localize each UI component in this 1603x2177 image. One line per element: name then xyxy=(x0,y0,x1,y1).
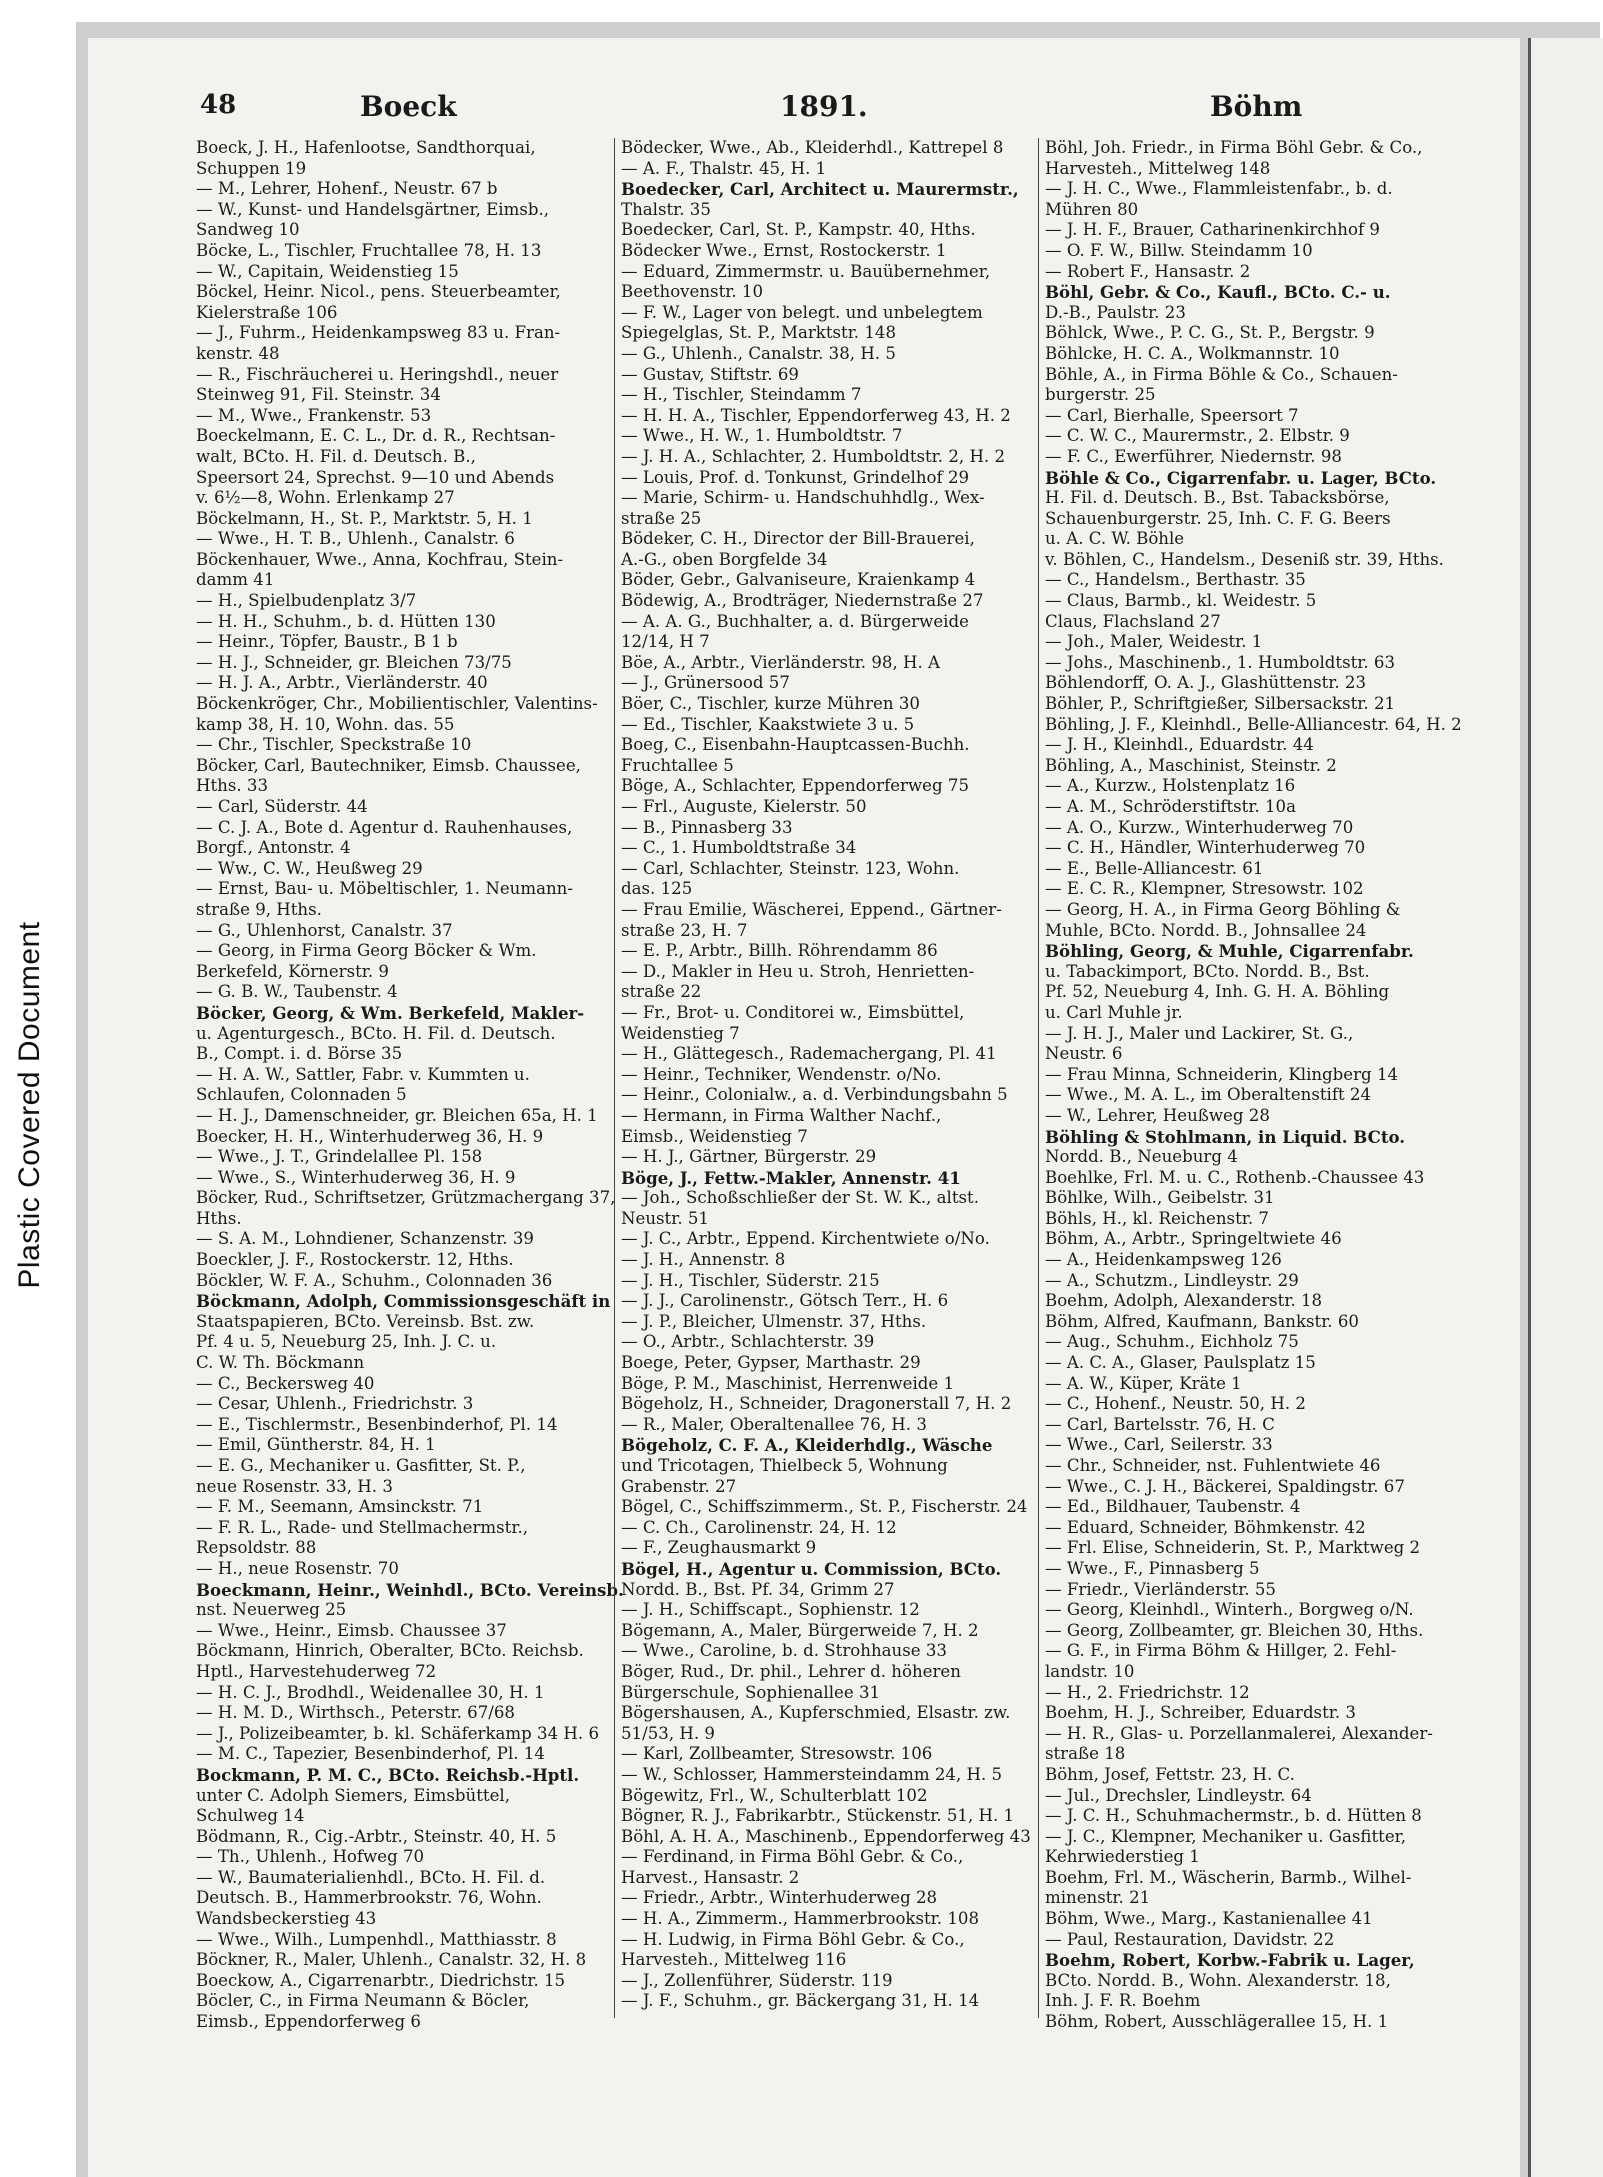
directory-entry: — Robert F., Hansastr. 2 xyxy=(1045,261,1251,281)
directory-entry: Pf. 4 u. 5, Neueburg 25, Inh. J. C. u. xyxy=(196,1332,497,1352)
directory-entry: Boege, Peter, Gypser, Marthastr. 29 xyxy=(621,1353,921,1373)
directory-entry: — Wwe., S., Winterhuderweg 36, H. 9 xyxy=(196,1167,516,1187)
directory-entry: straße 23, H. 7 xyxy=(621,920,748,940)
directory-entry: Böhle & Co., Cigarrenfabr. u. Lager, BCto. xyxy=(1045,467,1437,488)
directory-entry: Bödewig, A., Brodträger, Niedernstraße 27 xyxy=(621,591,984,611)
directory-entry: Deutsch. B., Hammerbrookstr. 76, Wohn. xyxy=(196,1888,542,1908)
directory-entry: straße 9, Hths. xyxy=(196,899,322,919)
directory-entry: — J. F., Schuhm., gr. Bäckergang 31, H. 14 xyxy=(621,1991,980,2011)
directory-entry: — H. J., Gärtner, Bürgerstr. 29 xyxy=(621,1147,877,1167)
directory-entry: Wandsbeckerstieg 43 xyxy=(196,1909,377,1929)
directory-entry: Boedecker, Carl, St. P., Kampstr. 40, Hths. xyxy=(621,220,976,240)
directory-column-2 xyxy=(614,138,1031,2018)
directory-entry: — Chr., Schneider, nst. Fuhlentwiete 46 xyxy=(1045,1456,1381,1475)
directory-entry: Böhling, Georg, & Muhle, Cigarrenfabr. xyxy=(1045,941,1414,962)
directory-entry: Bögemann, A., Maler, Bürgerweide 7, H. 2 xyxy=(621,1620,979,1640)
page-header xyxy=(200,90,1490,130)
directory-entry: — Ed., Bildhauer, Taubenstr. 4 xyxy=(1045,1497,1301,1517)
directory-entry: v. Böhlen, C., Handelsm., Deseniß str. 39, Hths. xyxy=(1045,549,1444,569)
directory-entry: Böckel, Heinr. Nicol., pens. Steuerbeamter, xyxy=(196,282,561,302)
directory-entry: — Wwe., H. T. B., Uhlenh., Canalstr. 6 xyxy=(196,529,515,549)
directory-entry: — A. A. G., Buchhalter, a. d. Bürgerweide xyxy=(621,611,969,631)
directory-entry: Fruchtallee 5 xyxy=(621,755,734,775)
directory-entry: Schlaufen, Colonnaden 5 xyxy=(196,1085,407,1105)
directory-entry: — F., Zeughausmarkt 9 xyxy=(621,1538,817,1558)
directory-entry: — Heinr., Techniker, Wendenstr. o/No. xyxy=(621,1064,942,1084)
directory-entry: BCto. Nordd. B., Wohn. Alexanderstr. 18, xyxy=(1045,1970,1391,1990)
directory-entry: — Wwe., Carl, Seilerstr. 33 xyxy=(1045,1435,1273,1455)
directory-entry: Böhm, Alfred, Kaufmann, Bankstr. 60 xyxy=(1045,1311,1359,1331)
directory-entry: — H. A. W., Sattler, Fabr. v. Kummten u. xyxy=(196,1064,530,1084)
directory-entry: — Wwe., F., Pinnasberg 5 xyxy=(1045,1558,1260,1578)
directory-entry: — Emil, Güntherstr. 84, H. 1 xyxy=(196,1435,436,1455)
directory-entry: Böhm, Robert, Ausschlägerallee 15, H. 1 xyxy=(1045,2012,1389,2032)
directory-entry: — J. H. C., Wwe., Flammleistenfabr., b. d. xyxy=(1045,179,1393,199)
directory-entry: Neustr. 51 xyxy=(621,1208,709,1228)
directory-entry: neue Rosenstr. 33, H. 3 xyxy=(196,1476,393,1496)
directory-entry: — J. J., Carolinenstr., Götsch Terr., H. 6 xyxy=(621,1291,949,1311)
directory-entry: — C. H., Händler, Winterhuderweg 70 xyxy=(1045,838,1366,858)
directory-entry: und Tricotagen, Thielbeck 5, Wohnung xyxy=(621,1456,948,1475)
directory-entry: — G., Uhlenhorst, Canalstr. 37 xyxy=(196,920,453,940)
directory-entry: Bürgerschule, Sophienallee 31 xyxy=(621,1682,881,1702)
directory-entry: Spiegelglas, St. P., Marktstr. 148 xyxy=(621,323,897,343)
directory-entry: — J. P., Bleicher, Ulmenstr. 37, Hths. xyxy=(621,1311,927,1331)
directory-entry: Böhling & Stohlmann, in Liquid. BCto. xyxy=(1045,1126,1406,1147)
directory-entry: — A. C. A., Glaser, Paulsplatz 15 xyxy=(1045,1353,1316,1373)
directory-entry: v. 6½—8, Wohn. Erlenkamp 27 xyxy=(196,488,455,508)
directory-entry: Boedecker, Carl, Architect u. Maurermstr., xyxy=(621,179,1019,200)
directory-entry: — J. H., Schiffscapt., Sophienstr. 12 xyxy=(621,1600,920,1620)
directory-entry: Eimsb., Weidenstieg 7 xyxy=(621,1126,808,1146)
directory-entry: — H. R., Glas- u. Porzellanmalerei, Alexander- xyxy=(1045,1723,1433,1743)
directory-entry: H. Fil. d. Deutsch. B., Bst. Tabacksbörse, xyxy=(1045,488,1390,508)
directory-entry: Böhlendorff, O. A. J., Glashüttenstr. 23 xyxy=(1045,673,1367,693)
directory-entry: — H. H., Schuhm., b. d. Hütten 130 xyxy=(196,611,496,631)
directory-entry: Böhlck, Wwe., P. C. G., St. P., Bergstr. 9 xyxy=(1045,323,1375,343)
directory-entry: Bögel, C., Schiffszimmerm., St. P., Fischerstr. 24 xyxy=(621,1497,1028,1517)
directory-entry: Böckner, R., Maler, Uhlenh., Canalstr. 32, H. 8 xyxy=(196,1950,587,1970)
directory-entry: — H., 2. Friedrichstr. 12 xyxy=(1045,1682,1250,1702)
sidebar xyxy=(0,0,60,2177)
directory-entry: — O. F. W., Billw. Steindamm 10 xyxy=(1045,240,1313,260)
directory-entry: B., Compt. i. d. Börse 35 xyxy=(196,1044,403,1064)
directory-entry: — Carl, Bierhalle, Speersort 7 xyxy=(1045,405,1299,425)
directory-entry: Böckenkröger, Chr., Mobilientischler, Valentins- xyxy=(196,694,598,714)
directory-entry: — C. J. A., Bote d. Agentur d. Rauhenhauses, xyxy=(196,817,573,837)
directory-entry: u. Carl Muhle jr. xyxy=(1045,1002,1183,1022)
directory-entry: Harvesteh., Mittelweg 116 xyxy=(621,1950,847,1970)
directory-entry: Boehm, H. J., Schreiber, Eduardstr. 3 xyxy=(1045,1703,1356,1723)
directory-entry: Böcker, Georg, & Wm. Berkefeld, Makler- xyxy=(196,1002,585,1023)
directory-entry: — H. Ludwig, in Firma Böhl Gebr. & Co., xyxy=(621,1929,965,1949)
directory-column-1 xyxy=(196,138,624,2032)
directory-entry: — J. H. F., Brauer, Catharinenkirchhof 9 xyxy=(1045,220,1380,240)
directory-entry: — Karl, Zollbeamter, Stresowstr. 106 xyxy=(621,1744,933,1764)
directory-entry: — Friedr., Vierländerstr. 55 xyxy=(1045,1579,1276,1599)
directory-entry: — Cesar, Uhlenh., Friedrichstr. 3 xyxy=(196,1394,474,1414)
directory-entry: — Georg, Kleinhdl., Winterh., Borgweg o/N. xyxy=(1045,1600,1414,1620)
directory-entry: landstr. 10 xyxy=(1045,1661,1135,1681)
directory-entry: Schuppen 19 xyxy=(196,158,307,178)
directory-entry: — H. M. D., Wirthsch., Peterstr. 67/68 xyxy=(196,1703,515,1723)
directory-entry: — W., Capitain, Weidenstieg 15 xyxy=(196,261,459,281)
directory-entry: Böckmann, Adolph, Commissionsgeschäft in xyxy=(196,1291,611,1312)
directory-entry: — J. H. A., Schlachter, 2. Humboldtstr. 2, H. 2 xyxy=(621,446,1006,466)
directory-entry: Böe, A., Arbtr., Vierländerstr. 98, H. A xyxy=(621,652,941,672)
directory-entry: Boeckelmann, E. C. L., Dr. d. R., Rechtsan- xyxy=(196,426,556,446)
directory-entry: Kielerstraße 106 xyxy=(196,302,338,322)
directory-entry: — Louis, Prof. d. Tonkunst, Grindelhof 29 xyxy=(621,467,970,487)
directory-entry: — Georg, in Firma Georg Böcker & Wm. xyxy=(196,941,537,961)
directory-entry: — W., Schlosser, Hammersteindamm 24, H. 5 xyxy=(621,1764,1003,1784)
directory-entry: Schulweg 14 xyxy=(196,1806,305,1826)
directory-entry: Böge, J., Fettw.-Makler, Annenstr. 41 xyxy=(621,1167,961,1188)
directory-entry: Böhler, P., Schriftgießer, Silbersackstr. 21 xyxy=(1045,694,1396,714)
directory-entry: — Ww., C. W., Heußweg 29 xyxy=(196,858,423,878)
directory-entry: Böge, A., Schlachter, Eppendorferweg 75 xyxy=(621,776,969,796)
directory-entry: Neustr. 6 xyxy=(1045,1044,1123,1064)
directory-entry: — A. M., Schröderstiftstr. 10a xyxy=(1045,797,1297,816)
directory-entry: Berkefeld, Körnerstr. 9 xyxy=(196,961,389,981)
directory-entry: Böder, Gebr., Galvaniseure, Kraienkamp 4 xyxy=(621,570,976,590)
directory-entry: — E., Belle-Alliancestr. 61 xyxy=(1045,858,1264,878)
directory-entry: — C., Handelsm., Berthastr. 35 xyxy=(1045,570,1306,590)
directory-entry: Bögel, H., Agentur u. Commission, BCto. xyxy=(621,1558,1002,1579)
directory-entry: Grabenstr. 27 xyxy=(621,1476,737,1496)
directory-entry: Nordd. B., Neueburg 4 xyxy=(1045,1147,1238,1167)
directory-entry: Beethovenstr. 10 xyxy=(621,282,764,302)
directory-entry: Inh. J. F. R. Boehm xyxy=(1045,1991,1201,2011)
directory-entry: — Ernst, Bau- u. Möbeltischler, 1. Neumann- xyxy=(196,879,573,899)
directory-entry: u. A. C. W. Böhle xyxy=(1045,529,1185,549)
directory-entry: — E., Tischlermstr., Besenbinderhof, Pl. 14 xyxy=(196,1414,558,1434)
directory-entry: Böckenhauer, Wwe., Anna, Kochfrau, Stein- xyxy=(196,549,564,569)
directory-entry: — W., Lehrer, Heußweg 28 xyxy=(1045,1105,1270,1125)
directory-entry: — C., 1. Humboldtstraße 34 xyxy=(621,838,857,858)
directory-entry: — J. C. H., Schuhmachermstr., b. d. Hütten 8 xyxy=(1045,1806,1422,1826)
directory-entry: Staatspapieren, BCto. Vereinsb. Bst. zw. xyxy=(196,1311,535,1331)
directory-entry: Boeckmann, Heinr., Weinhdl., BCto. Vereinsb. xyxy=(196,1579,624,1600)
directory-entry: Speersort 24, Sprechst. 9—10 und Abends xyxy=(196,467,555,487)
directory-entry: — Wwe., J. T., Grindelallee Pl. 158 xyxy=(196,1147,483,1167)
directory-entry: — Ed., Tischler, Kaakstwiete 3 u. 5 xyxy=(621,714,915,734)
directory-entry: — J., Zollenführer, Süderstr. 119 xyxy=(621,1970,893,1990)
directory-entry: Böcler, C., in Firma Neumann & Böcler, xyxy=(196,1991,530,2011)
directory-entry: — A., Heidenkampsweg 126 xyxy=(1045,1250,1282,1270)
directory-entry: burgerstr. 25 xyxy=(1045,385,1156,405)
directory-entry: u. Tabackimport, BCto. Nordd. B., Bst. xyxy=(1045,961,1370,981)
directory-entry: — Wwe., H. W., 1. Humboldtstr. 7 xyxy=(621,426,903,446)
directory-entry: Böhls, H., kl. Reichenstr. 7 xyxy=(1045,1208,1269,1228)
directory-entry: Böhl, Gebr. & Co., Kaufl., BCto. C.- u. xyxy=(1045,282,1391,303)
directory-entry: — M. C., Tapezier, Besenbinderhof, Pl. 14 xyxy=(196,1744,545,1764)
directory-entry: — H. C. J., Brodhdl., Weidenallee 30, H. 1 xyxy=(196,1682,545,1702)
directory-entry: — Eduard, Schneider, Böhmkenstr. 42 xyxy=(1045,1517,1366,1537)
directory-entry: Böhle, A., in Firma Böhle & Co., Schauen- xyxy=(1045,364,1398,384)
directory-entry: — J. C., Klempner, Mechaniker u. Gasfitter, xyxy=(1045,1826,1407,1846)
directory-entry: unter C. Adolph Siemers, Eimsbüttel, xyxy=(196,1785,510,1805)
directory-entry: — Joh., Schoßschließer der St. W. K., altst. xyxy=(621,1188,979,1208)
directory-entry: Borgf., Antonstr. 4 xyxy=(196,838,351,858)
directory-entry: Böhlcke, H. C. A., Wolkmannstr. 10 xyxy=(1045,343,1340,363)
directory-entry: — H., neue Rosenstr. 70 xyxy=(196,1558,399,1578)
directory-entry: — Wwe., M. A. L., im Oberaltenstift 24 xyxy=(1045,1085,1372,1105)
directory-entry: straße 22 xyxy=(621,982,702,1002)
directory-entry: Böhling, J. F., Kleinhdl., Belle-Alliancestr. 64, H. 2 xyxy=(1045,714,1462,734)
adjacent-page-edge xyxy=(1528,38,1603,2177)
directory-entry: Bögner, R. J., Fabrikarbtr., Stückenstr. 51, H. 1 xyxy=(621,1806,1015,1826)
directory-entry: Bögershausen, A., Kupferschmied, Elsastr. zw. xyxy=(621,1703,1011,1723)
directory-entry: — G., Uhlenh., Canalstr. 38, H. 5 xyxy=(621,343,896,363)
directory-entry: — J. H. J., Maler und Lackirer, St. G., xyxy=(1045,1023,1354,1043)
directory-entry: — Eduard, Zimmermstr. u. Bauübernehmer, xyxy=(621,261,991,281)
directory-entry: Boehm, Frl. M., Wäscherin, Barmb., Wilhel- xyxy=(1045,1867,1412,1887)
directory-entry: — Gustav, Stiftstr. 69 xyxy=(621,364,799,384)
directory-entry: — D., Makler in Heu u. Stroh, Henrietten- xyxy=(621,961,975,981)
directory-entry: — G. B. W., Taubenstr. 4 xyxy=(196,982,398,1002)
directory-entry: Bögeholz, H., Schneider, Dragonerstall 7, H. 2 xyxy=(621,1394,1012,1414)
directory-entry: — Wwe., Heinr., Eimsb. Chaussee 37 xyxy=(196,1620,507,1640)
directory-entry: Böge, P. M., Maschinist, Herrenweide 1 xyxy=(621,1373,955,1393)
directory-entry: Hptl., Harvestehuderweg 72 xyxy=(196,1661,437,1681)
directory-entry: — Carl, Süderstr. 44 xyxy=(196,797,368,816)
directory-entry: — Claus, Barmb., kl. Weidestr. 5 xyxy=(1045,591,1317,611)
directory-entry: — F. C., Ewerführer, Niedernstr. 98 xyxy=(1045,446,1342,466)
directory-entry: — J. H., Kleinhdl., Eduardstr. 44 xyxy=(1045,735,1314,755)
directory-entry: Böhm, A., Arbtr., Springeltwiete 46 xyxy=(1045,1229,1342,1249)
directory-entry: — J., Grünersood 57 xyxy=(621,673,790,693)
directory-entry: Böhling, A., Maschinist, Steinstr. 2 xyxy=(1045,755,1337,775)
directory-entry: Hths. xyxy=(196,1208,242,1228)
sidebar-label: Plastic Covered Document xyxy=(13,921,46,1289)
directory-entry: — Paul, Restauration, Davidstr. 22 xyxy=(1045,1929,1335,1949)
directory-entry: Bögeholz, C. F. A., Kleiderhdlg., Wäsche xyxy=(621,1435,993,1456)
directory-entry: Böhl, A. H. A., Maschinenb., Eppendorferweg 43 xyxy=(621,1826,1031,1846)
directory-entry: — F. M., Seemann, Amsinckstr. 71 xyxy=(196,1497,484,1517)
directory-entry: Böcker, Rud., Schriftsetzer, Grützmachergang 37, xyxy=(196,1188,616,1208)
directory-entry: — C., Beckersweg 40 xyxy=(196,1373,375,1393)
directory-entry: Boehm, Robert, Korbw.-Fabrik u. Lager, xyxy=(1045,1950,1415,1971)
directory-entry: straße 18 xyxy=(1045,1744,1126,1764)
directory-entry: — H. J. A., Arbtr., Vierländerstr. 40 xyxy=(196,673,488,693)
directory-entry: Bockmann, P. M. C., BCto. Reichsb.-Hptl. xyxy=(196,1764,580,1785)
directory-entry: — Joh., Maler, Weidestr. 1 xyxy=(1045,632,1263,652)
directory-entry: 12/14, H 7 xyxy=(621,632,710,652)
directory-entry: — A., Schutzm., Lindleystr. 29 xyxy=(1045,1270,1299,1290)
directory-entry: — Fr., Brot- u. Conditorei w., Eimsbüttel, xyxy=(621,1002,965,1022)
directory-entry: Weidenstieg 7 xyxy=(621,1023,740,1043)
directory-entry: straße 25 xyxy=(621,508,702,528)
directory-entry: — B., Pinnasberg 33 xyxy=(621,817,793,837)
directory-entry: — H. A., Zimmerm., Hammerbrookstr. 108 xyxy=(621,1909,980,1929)
directory-entry: — H., Tischler, Steindamm 7 xyxy=(621,385,862,405)
directory-entry: Böhlke, Wilh., Geibelstr. 31 xyxy=(1045,1188,1275,1208)
directory-entry: — Carl, Bartelsstr. 76, H. C xyxy=(1045,1414,1275,1434)
directory-entry: — H. J., Damenschneider, gr. Bleichen 65a, H. 1 xyxy=(196,1105,598,1125)
directory-entry: — R., Fischräucherei u. Heringshdl., neuer xyxy=(196,364,559,384)
directory-entry: — J., Fuhrm., Heidenkampsweg 83 u. Fran- xyxy=(196,323,561,343)
directory-entry: Kehrwiederstieg 1 xyxy=(1045,1847,1200,1867)
directory-entry: — M., Lehrer, Hohenf., Neustr. 67 b xyxy=(196,179,498,199)
directory-entry: — Hermann, in Firma Walther Nachf., xyxy=(621,1105,942,1125)
directory-entry: — Friedr., Arbtr., Winterhuderweg 28 xyxy=(621,1888,938,1908)
directory-entry: — C. Ch., Carolinenstr. 24, H. 12 xyxy=(621,1517,897,1537)
directory-entry: — E. C. R., Klempner, Stresowstr. 102 xyxy=(1045,879,1364,899)
directory-entry: — Chr., Tischler, Speckstraße 10 xyxy=(196,735,472,755)
directory-entry: Böckmann, Hinrich, Oberalter, BCto. Reichsb. xyxy=(196,1641,584,1661)
directory-entry: — C., Hohenf., Neustr. 50, H. 2 xyxy=(1045,1394,1306,1414)
year-heading: 1891. xyxy=(780,90,868,123)
running-head-right: Böhm xyxy=(1210,90,1303,123)
directory-entry: — Georg, Zollbeamter, gr. Bleichen 30, Hths. xyxy=(1045,1620,1424,1640)
directory-entry: — H. H. A., Tischler, Eppendorferweg 43, H. 2 xyxy=(621,405,1011,425)
directory-entry: Böckelmann, H., St. P., Marktstr. 5, H. 1 xyxy=(196,508,533,528)
directory-entry: walt, BCto. H. Fil. d. Deutsch. B., xyxy=(196,446,476,466)
directory-entry: — Frau Emilie, Wäscherei, Eppend., Gärtner- xyxy=(621,899,1002,919)
directory-entry: nst. Neuerweg 25 xyxy=(196,1600,347,1620)
directory-entry: kenstr. 48 xyxy=(196,343,280,363)
directory-entry: — Aug., Schuhm., Eichholz 75 xyxy=(1045,1332,1299,1352)
directory-entry: Böckler, W. F. A., Schuhm., Colonnaden 36 xyxy=(196,1270,553,1290)
directory-entry: — Johs., Maschinenb., 1. Humboldtstr. 63 xyxy=(1045,652,1396,672)
directory-entry: — Wwe., C. J. H., Bäckerei, Spaldingstr. 67 xyxy=(1045,1476,1405,1496)
directory-entry: — Marie, Schirm- u. Handschuhhdlg., Wex- xyxy=(621,488,985,508)
directory-entry: minenstr. 21 xyxy=(1045,1888,1151,1908)
directory-entry: Bödeker, C. H., Director der Bill-Brauerei, xyxy=(621,529,975,549)
directory-entry: — Frl., Auguste, Kielerstr. 50 xyxy=(621,797,867,816)
directory-entry: Bödecker Wwe., Ernst, Rostockerstr. 1 xyxy=(621,240,947,260)
directory-entry: Boehlke, Frl. M. u. C., Rothenb.-Chaussee 43 xyxy=(1045,1167,1425,1187)
directory-entry: — Jul., Drechsler, Lindleystr. 64 xyxy=(1045,1785,1312,1805)
directory-entry: — Frl. Elise, Schneiderin, St. P., Marktweg 2 xyxy=(1045,1538,1421,1558)
directory-entry: Boehm, Adolph, Alexanderstr. 18 xyxy=(1045,1291,1323,1311)
directory-entry: — W., Baumaterialienhdl., BCto. H. Fil. d. xyxy=(196,1867,546,1887)
directory-entry: — E. G., Mechaniker u. Gasfitter, St. P., xyxy=(196,1456,526,1475)
directory-entry: — J., Polizeibeamter, b. kl. Schäferkamp 34 H. 6 xyxy=(196,1723,600,1743)
directory-entry: — Wwe., Caroline, b. d. Strohhause 33 xyxy=(621,1641,947,1661)
directory-entry: — A. W., Küper, Kräte 1 xyxy=(1045,1373,1242,1393)
directory-entry: — H., Spielbudenplatz 3/7 xyxy=(196,591,417,611)
directory-entry: Mühren 80 xyxy=(1045,199,1139,219)
page-number: 48 xyxy=(200,90,237,120)
directory-entry: — S. A. M., Lohndiener, Schanzenstr. 39 xyxy=(196,1229,534,1249)
directory-entry: — W., Kunst- und Handelsgärtner, Eimsb., xyxy=(196,199,550,219)
directory-entry: Steinweg 91, Fil. Steinstr. 34 xyxy=(196,385,441,405)
directory-entry: Bödecker, Wwe., Ab., Kleiderhdl., Kattrepel 8 xyxy=(621,138,1004,157)
directory-entry: — H., Glättegesch., Rademachergang, Pl. 41 xyxy=(621,1044,997,1064)
directory-entry: — C. W. C., Maurermstr., 2. Elbstr. 9 xyxy=(1045,426,1350,446)
directory-entry: Böhm, Josef, Fettstr. 23, H. C. xyxy=(1045,1764,1295,1784)
directory-entry: — E. P., Arbtr., Billh. Röhrendamm 86 xyxy=(621,941,938,961)
directory-entry: Hths. 33 xyxy=(196,776,269,796)
directory-entry: kamp 38, H. 10, Wohn. das. 55 xyxy=(196,714,455,734)
directory-entry: damm 41 xyxy=(196,570,275,590)
directory-entry: — Frau Minna, Schneiderin, Klingberg 14 xyxy=(1045,1064,1399,1084)
directory-entry: — Ferdinand, in Firma Böhl Gebr. & Co., xyxy=(621,1847,964,1867)
running-head-left: Boeck xyxy=(360,90,457,123)
directory-entry: Harvesteh., Mittelweg 148 xyxy=(1045,158,1271,178)
directory-entry: — A. F., Thalstr. 45, H. 1 xyxy=(621,158,827,178)
directory-entry: — J. H., Tischler, Süderstr. 215 xyxy=(621,1270,880,1290)
directory-entry: u. Agenturgesch., BCto. H. Fil. d. Deutsch. xyxy=(196,1023,556,1043)
directory-entry: — J. H., Annenstr. 8 xyxy=(621,1250,786,1270)
directory-entry: Claus, Flachsland 27 xyxy=(1045,611,1221,631)
directory-entry: C. W. Th. Böckmann xyxy=(196,1353,365,1373)
directory-entry: A.-G., oben Borgfelde 34 xyxy=(621,549,828,569)
directory-entry: — A. O., Kurzw., Winterhuderweg 70 xyxy=(1045,817,1354,837)
directory-entry: Bödmann, R., Cig.-Arbtr., Steinstr. 40, H. 5 xyxy=(196,1826,557,1846)
directory-entry: — Carl, Schlachter, Steinstr. 123, Wohn. xyxy=(621,858,960,878)
directory-entry: — R., Maler, Oberaltenallee 76, H. 3 xyxy=(621,1414,927,1434)
directory-entry: — O., Arbtr., Schlachterstr. 39 xyxy=(621,1332,875,1352)
directory-entry: Boeckler, J. F., Rostockerstr. 12, Hths. xyxy=(196,1250,514,1270)
directory-entry: Boeck, J. H., Hafenlootse, Sandthorquai, xyxy=(196,138,536,157)
directory-entry: — Georg, H. A., in Firma Georg Böhling & xyxy=(1045,899,1401,919)
directory-entry: Schauenburgerstr. 25, Inh. C. F. G. Beers xyxy=(1045,508,1391,528)
directory-entry: Repsoldstr. 88 xyxy=(196,1538,317,1558)
directory-entry: — Th., Uhlenh., Hofweg 70 xyxy=(196,1847,425,1867)
directory-entry: Sandweg 10 xyxy=(196,220,300,240)
directory-entry: Pf. 52, Neueburg 4, Inh. G. H. A. Böhling xyxy=(1045,982,1390,1002)
directory-entry: Boeckow, A., Cigarrenarbtr., Diedrichstr. 15 xyxy=(196,1970,566,1990)
directory-column-3 xyxy=(1038,138,1465,2032)
directory-entry: — F. R. L., Rade- und Stellmachermstr., xyxy=(196,1517,529,1537)
directory-entry: — A., Kurzw., Holstenplatz 16 xyxy=(1045,776,1296,796)
directory-entry: — Wwe., Wilh., Lumpenhdl., Matthiasstr. 8 xyxy=(196,1929,557,1949)
directory-entry: Böhl, Joh. Friedr., in Firma Böhl Gebr. & Co., xyxy=(1045,138,1423,157)
directory-entry: 51/53, H. 9 xyxy=(621,1723,715,1743)
directory-entry: Böcker, Carl, Bautechniker, Eimsb. Chaussee, xyxy=(196,755,581,775)
directory-entry: — F. W., Lager von belegt. und unbelegtem xyxy=(621,302,983,322)
directory-entry: — Heinr., Töpfer, Baustr., B 1 b xyxy=(196,632,458,652)
directory-entry: Bögewitz, Frl., W., Schulterblatt 102 xyxy=(621,1785,928,1805)
directory-entry: das. 125 xyxy=(621,879,693,899)
directory-entry: Eimsb., Eppendorferweg 6 xyxy=(196,2012,421,2032)
directory-entry: — G. F., in Firma Böhm & Hillger, 2. Fehl- xyxy=(1045,1641,1397,1661)
directory-entry: Boecker, H. H., Winterhuderweg 36, H. 9 xyxy=(196,1126,544,1146)
directory-entry: — H. J., Schneider, gr. Bleichen 73/75 xyxy=(196,652,512,672)
directory-entry: Muhle, BCto. Nordd. B., Johnsallee 24 xyxy=(1045,920,1367,940)
directory-entry: Harvest., Hansastr. 2 xyxy=(621,1867,800,1887)
directory-entry: Boeg, C., Eisenbahn-Hauptcassen-Buchh. xyxy=(621,735,970,755)
directory-entry: — J. C., Arbtr., Eppend. Kirchentwiete o/No. xyxy=(621,1229,990,1249)
directory-entry: Nordd. B., Bst. Pf. 34, Grimm 27 xyxy=(621,1579,895,1599)
directory-entry: — Heinr., Colonialw., a. d. Verbindungsbahn 5 xyxy=(621,1085,1008,1105)
directory-entry: D.-B., Paulstr. 23 xyxy=(1045,302,1186,322)
directory-entry: Böer, C., Tischler, kurze Mühren 30 xyxy=(621,694,920,714)
directory-entry: Böger, Rud., Dr. phil., Lehrer d. höheren xyxy=(621,1661,961,1681)
directory-entry: Böcke, L., Tischler, Fruchtallee 78, H. 13 xyxy=(196,240,542,260)
directory-entry: Böhm, Wwe., Marg., Kastanienallee 41 xyxy=(1045,1909,1373,1929)
directory-entry: — M., Wwe., Frankenstr. 53 xyxy=(196,405,432,425)
directory-entry: Thalstr. 35 xyxy=(621,199,711,219)
